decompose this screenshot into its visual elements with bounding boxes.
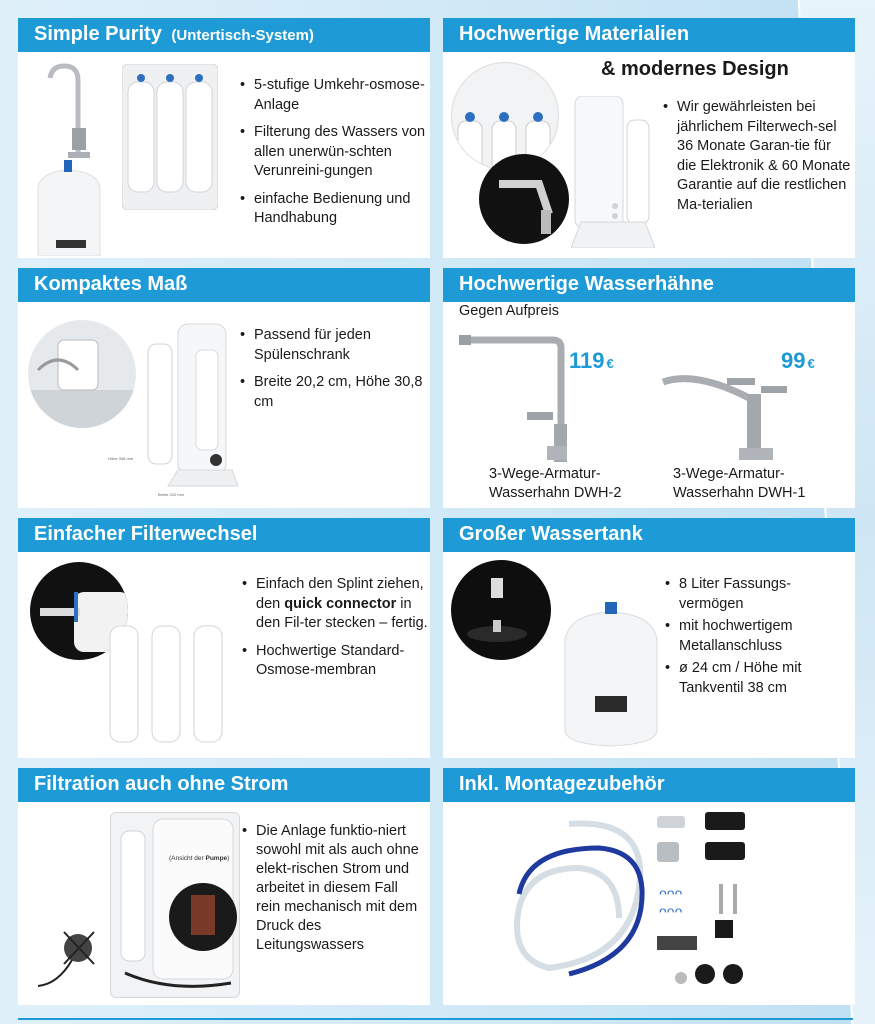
panel-title: Simple Purity [34, 23, 162, 45]
tank-valve-circle [451, 560, 551, 660]
svg-text:ᴖᴖᴖ: ᴖᴖᴖ [659, 903, 683, 919]
bullet-item: • 8 Liter Fassungs-vermögen [665, 575, 853, 614]
bullet-item: • Die Anlage funktio-niert sowohl mit als auch ohne elekt-rischen Strom und arbeitet in diesem Fall rein mechanisch mit dem Druck des Leitungswassers [242, 822, 426, 955]
filter-detail-circle [451, 62, 559, 170]
faucet-dwh2-image [457, 326, 567, 462]
bullet-list [665, 575, 853, 701]
bullet-item: • ø 24 cm / Höhe mit Tankventil 38 cm [665, 659, 853, 698]
bullet-item: • Passend für jeden Spülenschrank [240, 326, 428, 365]
bullet-text: Einfach den Splint ziehen, den [256, 576, 424, 612]
pump-label-bold: Pumpe [205, 855, 228, 862]
bullet-list [240, 76, 428, 237]
panel-title: Kompaktes Maß [34, 273, 188, 295]
faucet-dwh1-image [657, 372, 797, 462]
cabinet-detail-circle [28, 320, 136, 428]
compact-system-image [138, 320, 242, 500]
bullet-item: • Wir gewährleisten bei jährlichem Filterwech-sel 36 Monate Garan-tie für die Elektronik & 60 Monate Garantie auf die restlichen Ma-terialien [663, 98, 853, 215]
panel-header [18, 268, 430, 302]
panel-title: Hochwertige Wasserhähne [459, 273, 714, 295]
no-power-plug-icon [38, 924, 108, 994]
panel-title: Hochwertige Materialien [459, 23, 690, 45]
panel-header [18, 18, 430, 52]
connector-detail-circle [479, 154, 569, 244]
price-currency: € [807, 356, 815, 371]
mounting-accessories-image [509, 808, 769, 996]
pump-label-text: (Ansicht der [169, 855, 206, 862]
price-dwh2 [569, 348, 614, 374]
price-currency: € [606, 356, 614, 371]
panel-subtitle: (Untertisch-System) [171, 27, 314, 44]
pump-view-label [169, 855, 229, 862]
bullet-item: • Hochwertige Standard-Osmose-membran [242, 642, 428, 681]
panel-header [18, 518, 430, 552]
surcharge-note: Gegen Aufpreis [459, 303, 559, 319]
filter-cartridges-image [106, 622, 226, 744]
panel-no-power [18, 768, 430, 1005]
panel-header [443, 268, 855, 302]
bullet-item: • 5-stufige Umkehr-osmose-Anlage [240, 76, 428, 115]
bottom-divider [18, 1018, 853, 1020]
panel-title: Großer Wassertank [459, 523, 643, 545]
panel-title: Inkl. Montagezubehör [459, 773, 665, 795]
panel-tank [443, 518, 855, 758]
bullet-item: • Breite 20,2 cm, Höhe 30,8 cm [240, 373, 428, 412]
panel-header [443, 518, 855, 552]
dimension-height-label: Höhe 308 mm [108, 456, 134, 461]
bullet-item: • mit hochwertigem Metallanschluss [665, 617, 853, 656]
panel-accessories [443, 768, 855, 1005]
water-tank-image [561, 600, 661, 748]
panel-title: Filtration auch ohne Strom [34, 773, 289, 795]
bullet-text: in den Fil-ter stecken – fertig. [256, 595, 428, 631]
panel-compact [18, 268, 430, 508]
panel-filter-change [18, 518, 430, 758]
osmosis-system-image [571, 96, 655, 248]
price-dwh1 [781, 348, 815, 374]
panel-header [18, 768, 430, 802]
panel-title: Einfacher Filterwechsel [34, 523, 258, 545]
bullet-item: • einfache Bedienung und Handhabung [240, 190, 428, 229]
svg-text:ᴖᴖᴖ: ᴖᴖᴖ [659, 885, 683, 901]
bullet-item [242, 575, 428, 634]
bullet-bold-text: quick connector [284, 595, 397, 612]
price-value: 119 [569, 348, 605, 373]
pump-label-text: ) [227, 855, 230, 862]
faucet-and-tank-image [28, 60, 118, 256]
filter-unit-image [122, 64, 218, 210]
caption-dwh2: 3-Wege-Armatur-Wasserhahn DWH-2 [489, 466, 622, 501]
price-value: 99 [781, 348, 806, 373]
bullet-list [663, 98, 853, 223]
pump-system-image [110, 812, 240, 998]
bullet-item: • Filterung des Wassers von allen unerwün-schten Verunreini-gungen [240, 123, 428, 182]
caption-dwh1: 3-Wege-Armatur-Wasserhahn DWH-1 [673, 466, 806, 501]
panel-faucets [443, 268, 855, 508]
panel-simple-purity [18, 18, 430, 258]
panel-materials [443, 18, 855, 258]
panel-title-line2: & modernes Design [601, 58, 789, 80]
panel-header [443, 18, 855, 52]
panel-header [443, 768, 855, 802]
bullet-list [242, 822, 426, 963]
dimension-width-label: Breite 202 mm [158, 492, 185, 497]
bullet-list [240, 326, 428, 420]
bullet-list [242, 575, 428, 689]
